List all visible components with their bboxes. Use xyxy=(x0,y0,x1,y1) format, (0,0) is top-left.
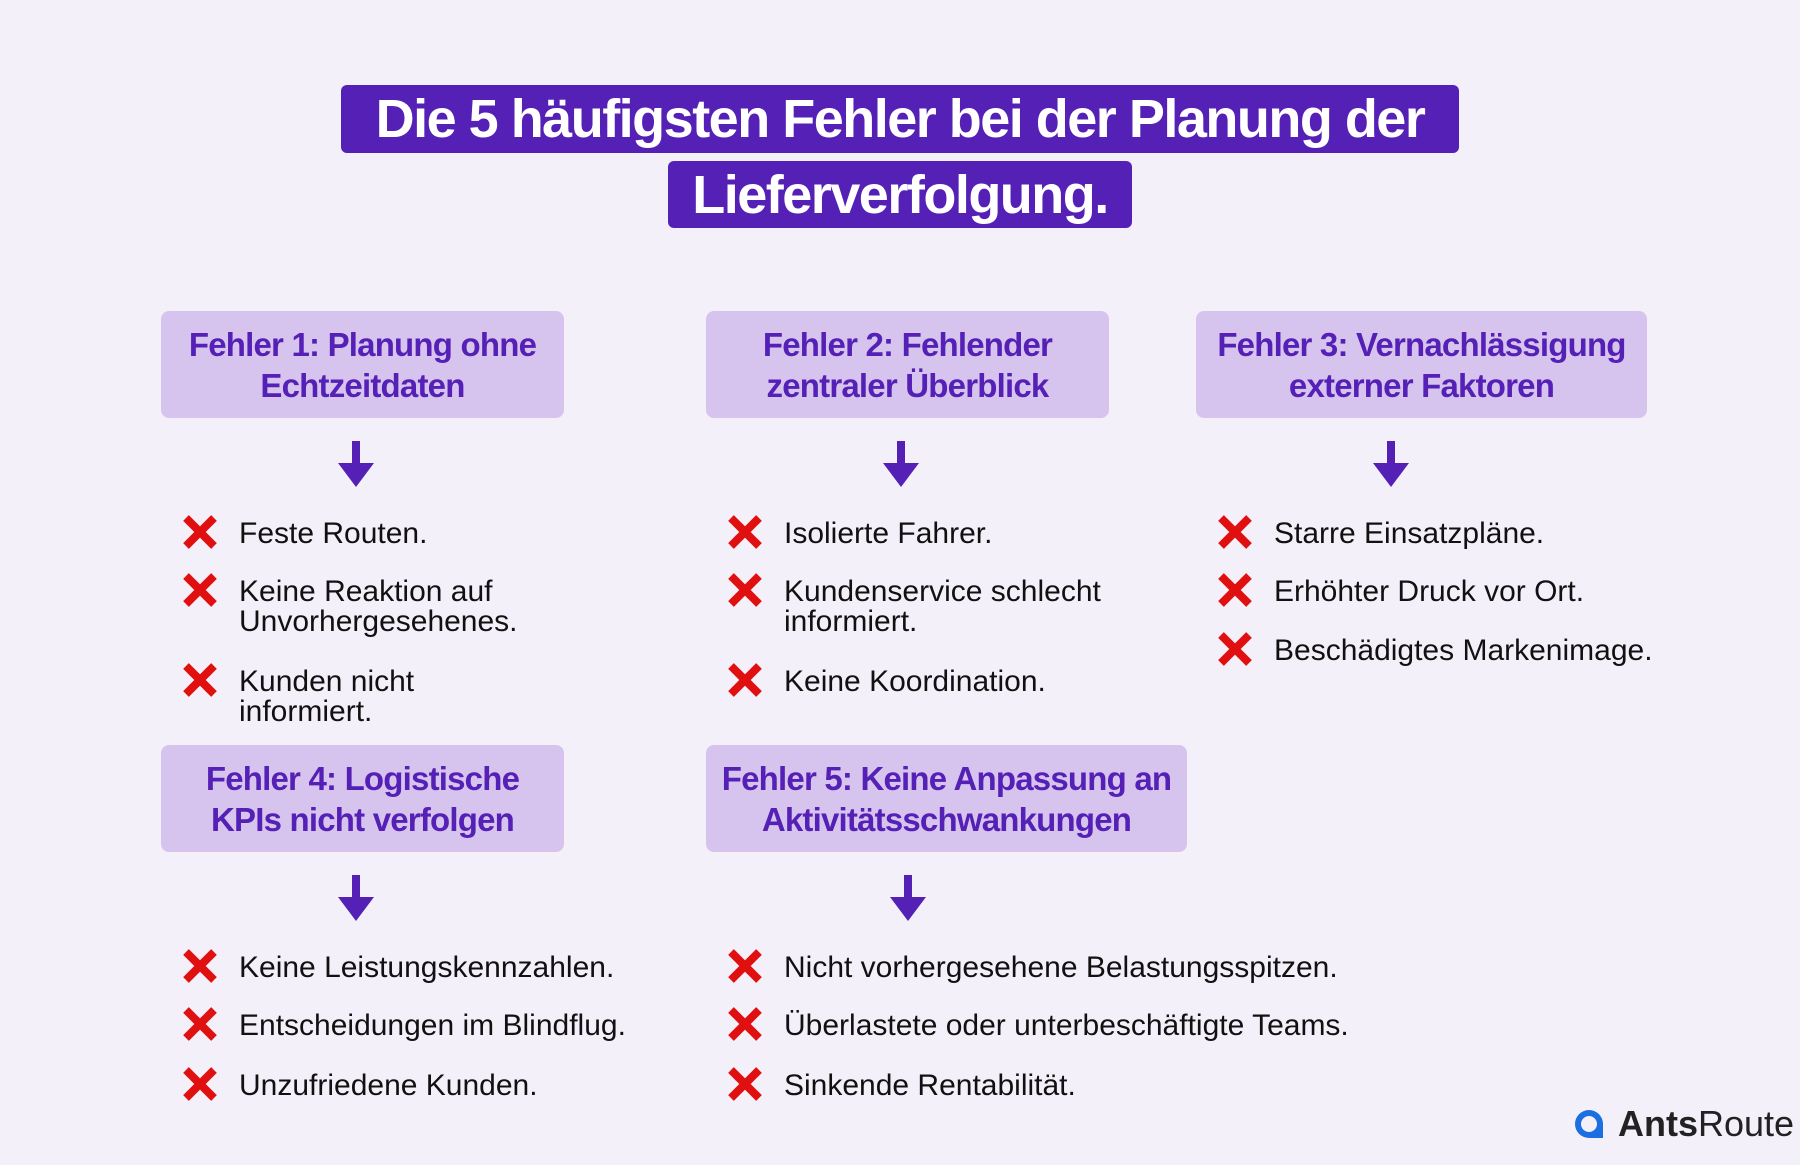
cross-icon xyxy=(1216,513,1254,551)
title-line-1: Die 5 häufigsten Fehler bei der Planung der xyxy=(341,85,1459,153)
cross-icon xyxy=(1216,630,1254,668)
card-fehler-5: Fehler 5: Keine Anpassung an Aktivitätsschwankungen xyxy=(706,745,1187,852)
cross-icon xyxy=(1216,571,1254,609)
item-text: Isolierte Fahrer. xyxy=(784,517,993,550)
logo-icon xyxy=(1572,1107,1606,1141)
item-text: Beschädigtes Markenimage. xyxy=(1274,634,1653,667)
cross-icon xyxy=(181,947,219,985)
card-fehler-1: Fehler 1: Planung ohne Echtzeitdaten xyxy=(161,311,564,418)
item-text: Kunden nicht informiert. xyxy=(239,665,415,728)
list-item xyxy=(181,519,427,551)
item-text: Sinkende Rentabilität. xyxy=(784,1069,1076,1102)
item-text: Keine Koordination. xyxy=(784,665,1046,698)
arrow-down-icon xyxy=(338,875,374,921)
cross-icon xyxy=(181,1065,219,1103)
cross-icon xyxy=(726,571,764,609)
antsroute-logo xyxy=(1572,1103,1794,1145)
list-item xyxy=(181,1011,626,1043)
list-item xyxy=(181,953,614,985)
logo-text-light: Route xyxy=(1698,1103,1795,1144)
item-text: Nicht vorhergesehene Belastungsspitzen. xyxy=(784,951,1338,984)
arrow-down-icon xyxy=(890,875,926,921)
item-text: Feste Routen. xyxy=(239,517,428,550)
list-item xyxy=(181,667,541,727)
cross-icon xyxy=(726,1005,764,1043)
list-item xyxy=(181,1071,538,1103)
cross-icon xyxy=(726,513,764,551)
cross-icon xyxy=(181,1005,219,1043)
item-text: Unzufriedene Kunden. xyxy=(239,1069,538,1102)
card-fehler-4: Fehler 4: Logistische KPIs nicht verfolgen xyxy=(161,745,564,852)
list-item xyxy=(726,577,1146,637)
item-text: Keine Leistungskennzahlen. xyxy=(239,951,615,984)
list-item xyxy=(726,667,1046,699)
item-text: Erhöhter Druck vor Ort. xyxy=(1274,575,1585,608)
list-item xyxy=(726,1071,1076,1103)
item-text: Keine Reaktion auf Unvorhergesehenes. xyxy=(239,575,518,638)
list-item xyxy=(726,519,992,551)
arrow-down-icon xyxy=(1373,441,1409,487)
cross-icon xyxy=(726,947,764,985)
cross-icon xyxy=(726,1065,764,1103)
item-text: Überlastete oder unterbeschäftigte Teams. xyxy=(784,1009,1349,1042)
cross-icon xyxy=(726,661,764,699)
list-item xyxy=(1216,577,1584,609)
title-line-2: Lieferverfolgung. xyxy=(668,161,1132,228)
item-text: Entscheidungen im Blindflug. xyxy=(239,1009,626,1042)
list-item xyxy=(181,577,541,637)
list-item xyxy=(726,1011,1349,1043)
cross-icon xyxy=(181,661,219,699)
item-text: Starre Einsatzpläne. xyxy=(1274,517,1545,550)
arrow-down-icon xyxy=(883,441,919,487)
item-text: Kundenservice schlecht informiert. xyxy=(784,575,1101,638)
list-item xyxy=(1216,519,1544,551)
cross-icon xyxy=(181,513,219,551)
list-item xyxy=(726,953,1338,985)
logo-text-bold: Ants xyxy=(1618,1103,1698,1144)
card-fehler-2: Fehler 2: Fehlender zentraler Überblick xyxy=(706,311,1109,418)
list-item xyxy=(1216,636,1653,668)
card-fehler-3: Fehler 3: Vernachlässigung externer Faktoren xyxy=(1196,311,1647,418)
arrow-down-icon xyxy=(338,441,374,487)
cross-icon xyxy=(181,571,219,609)
